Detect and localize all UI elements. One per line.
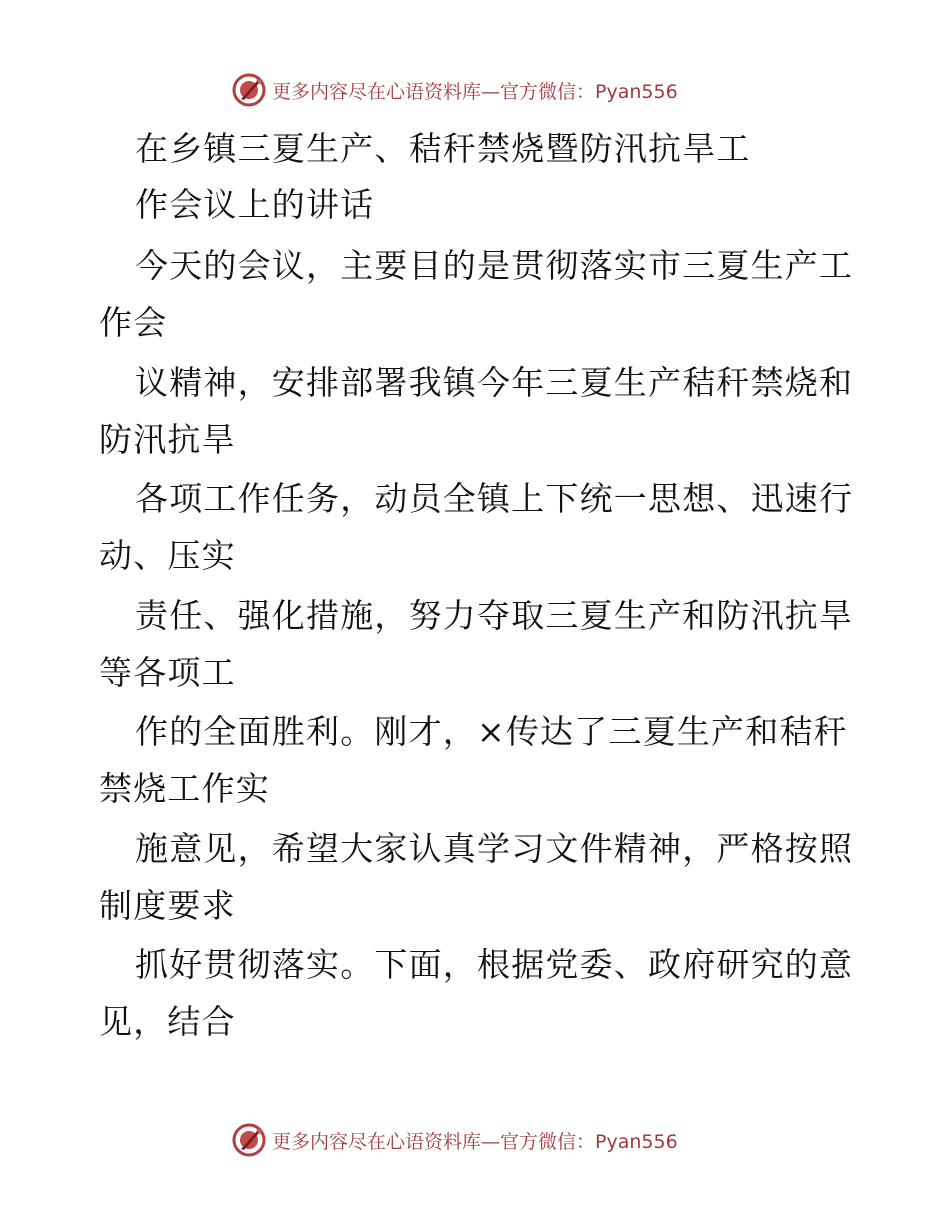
watermark-text: [272, 1127, 678, 1154]
watermark-label: 更多内容尽在心语资料库—官方微信：: [272, 80, 596, 103]
body-line: 抓好贯彻落实。下面，根据党委、政府研究的意: [135, 945, 854, 984]
body-line: 动、压实: [99, 536, 236, 575]
body-line: 议精神，安排部署我镇今年三夏生产秸秆禁烧和: [135, 363, 854, 402]
footer-watermark: [232, 1122, 752, 1158]
body-line: 见，结合: [99, 1002, 236, 1041]
document-title-line-1: 在乡镇三夏生产、秸秆禁烧暨防汛抗旱工: [135, 129, 751, 168]
body-line: 禁烧工作实: [99, 769, 270, 808]
body-line: 防汛抗旱: [99, 420, 236, 459]
body-line: 施意见，希望大家认真学习文件精神，严格按照: [135, 829, 854, 868]
document-title-line-2: 作会议上的讲话: [135, 185, 375, 224]
body-line: 今天的会议，主要目的是贯彻落实市三夏生产工: [135, 246, 854, 285]
body-line: 等各项工: [99, 653, 236, 692]
body-line: 责任、强化措施，努力夺取三夏生产和防汛抗旱: [135, 596, 854, 635]
body-line: 各项工作任务，动员全镇上下统一思想、迅速行: [135, 479, 854, 518]
body-line: 作的全面胜利。刚才，×传达了三夏生产和秸秆: [135, 712, 848, 751]
watermark-label: 更多内容尽在心语资料库—官方微信：: [272, 1130, 596, 1153]
watermark-wechat-id: Pyan556: [595, 1130, 678, 1153]
quill-logo-icon: [232, 1123, 266, 1157]
watermark-wechat-id: Pyan556: [595, 80, 678, 103]
body-line: 作会: [99, 303, 168, 342]
body-line: 制度要求: [99, 886, 236, 925]
